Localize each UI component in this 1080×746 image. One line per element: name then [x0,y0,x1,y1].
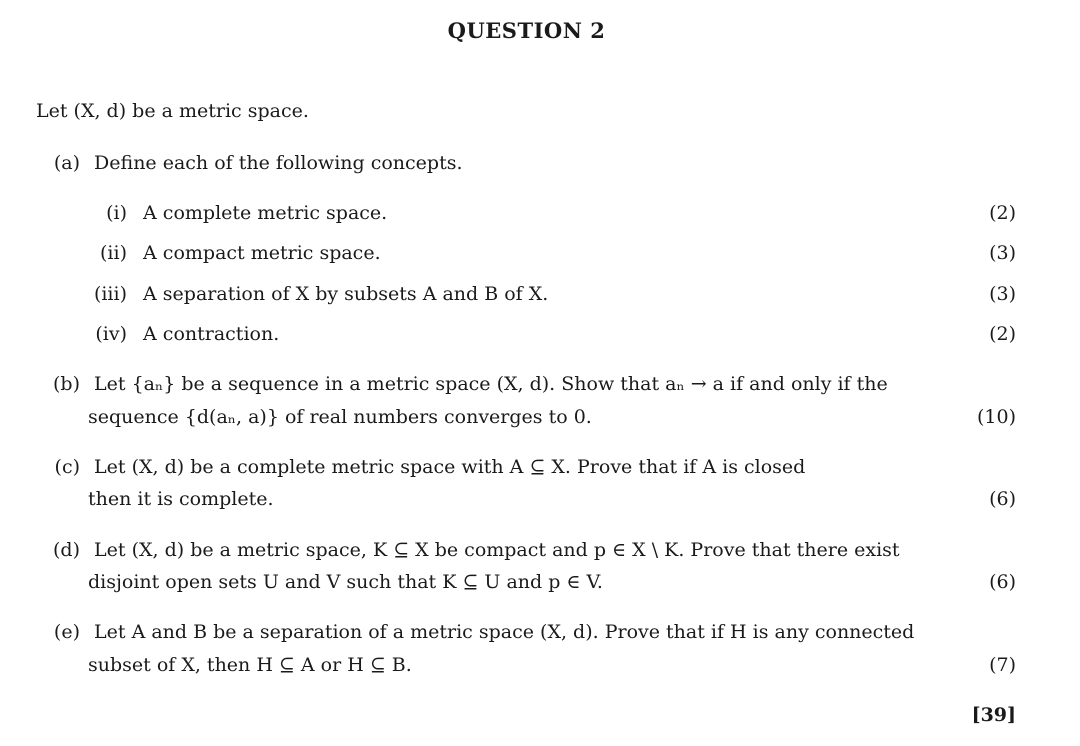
subpart-text: A contraction. [143,323,280,345]
part-label: (e) [53,621,80,643]
subpart-label: (i) [106,202,127,224]
part-d [50,539,900,561]
subpart-text: A complete metric space. [143,202,388,224]
total-marks: [39] [971,704,1016,726]
part-text-line2: then it is complete. [88,488,274,510]
subpart-text: A separation of X by subsets A and B of X. [143,283,549,305]
marks: (3) [989,283,1016,305]
part-text-line2: subset of X, then H ⊆ A or H ⊆ B. [88,654,412,676]
part-text-line2: disjoint open sets U and V such that K ⊆ U and p ∈ V. [88,571,603,593]
subpart-label: (iii) [93,283,127,305]
marks: (10) [976,406,1016,428]
marks: (2) [989,323,1016,345]
subpart-ii [88,242,381,264]
part-text-line1: Let (X, d) be a metric space, K ⊆ X be compact and p ∈ X \ K. Prove that there exist [94,539,900,561]
part-label: (a) [53,152,80,174]
part-text: Define each of the following concepts. [94,152,463,174]
subpart-i [88,202,387,224]
subpart-iii [88,283,548,305]
part-e [50,621,914,643]
intro-text: Let (X, d) be a metric space. [36,100,309,122]
subpart-iv [88,323,279,345]
part-label: (d) [53,539,80,561]
subpart-label: (ii) [100,242,127,264]
marks: (3) [989,242,1016,264]
part-text-line1: Let {aₙ} be a sequence in a metric space (X, d). Show that aₙ → a if and only if the [94,373,888,395]
subpart-text: A compact metric space. [143,242,381,264]
part-text-line2: sequence {d(aₙ, a)} of real numbers converges to 0. [88,406,592,428]
part-b [50,373,888,395]
marks: (6) [989,571,1016,593]
part-c [50,456,805,478]
marks: (2) [989,202,1016,224]
part-label: (b) [53,373,80,395]
part-a [50,152,463,174]
marks: (7) [989,654,1016,676]
marks: (6) [989,488,1016,510]
part-text-line1: Let (X, d) be a complete metric space with A ⊆ X. Prove that if A is closed [94,456,806,478]
part-text-line1: Let A and B be a separation of a metric space (X, d). Prove that if H is any connected [94,621,915,643]
part-label: (c) [54,456,80,478]
question-title: QUESTION 2 [447,18,606,43]
subpart-label: (iv) [95,323,127,345]
